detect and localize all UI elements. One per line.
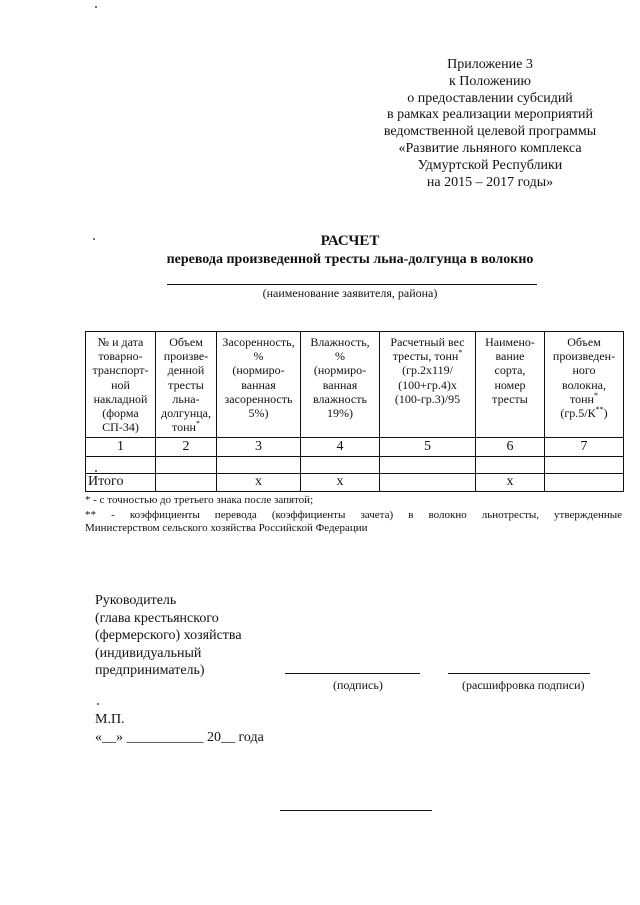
applicant-name-line (167, 284, 537, 285)
appendix-line: на 2015 – 2017 годы» (426, 174, 554, 190)
stamp-placeholder: М.П. (95, 712, 125, 727)
appendix-line: Приложение 3 (447, 57, 533, 72)
table-cell (380, 457, 476, 474)
appendix-line: к Положению (448, 73, 531, 89)
column-number: 5 (380, 438, 476, 457)
total-label: Итого (86, 474, 156, 492)
header-cell-contamination: Засоренность, % (нормиро- ванная засоренность 5%) (217, 332, 301, 438)
column-number: 2 (156, 438, 217, 457)
footnote-coefficients: ** - коэффициенты перевода (коэффициенты зачета) в волокно льнотресты, утвержденные (85, 509, 622, 521)
header-cell-calculated-weight: Расчетный вес тресты, тонн* (гр.2х119/ (100+гр.4)х (100-гр.3)/95 (380, 332, 476, 438)
total-cell (156, 474, 217, 492)
table-header-row (86, 332, 624, 438)
date-line: «__» ___________ 20__ года (95, 730, 264, 745)
signature-decoding-caption: (расшифровка подписи) (462, 678, 585, 692)
table-cell (156, 457, 217, 474)
footnote-precision: * - с точностью до третьего знака после запятой; (85, 494, 314, 506)
column-number: 6 (476, 438, 545, 457)
header-cell-grade: Наимено- вание сорта, номер тресты (476, 332, 545, 438)
column-number: 7 (545, 438, 624, 457)
scan-speck (97, 703, 99, 705)
appendix-line: ведомственной целевой программы (383, 124, 597, 140)
table-total-row (86, 474, 624, 492)
total-cell: х (476, 474, 545, 492)
appendix-header (352, 57, 628, 191)
total-cell: х (301, 474, 380, 492)
appendix-line: в рамках реализации мероприятий (386, 107, 593, 123)
header-cell-invoice: № и дата товарно- транспорт- ной накладной (форма СП-34) (86, 332, 156, 438)
table-cell (545, 457, 624, 474)
header-cell-humidity: Влажность, % (нормиро- ванная влажность 19%) (301, 332, 380, 438)
signature-line (285, 673, 420, 674)
signature-decoding-line (448, 673, 590, 674)
signature-caption: (подпись) (333, 678, 383, 692)
total-cell (380, 474, 476, 492)
total-cell: х (217, 474, 301, 492)
signer-block (95, 592, 242, 680)
signer-line: (глава крестьянского (95, 610, 219, 626)
header-cell-fiber-volume: Объем произведен- ного волокна, тонн* (гр.5/К**) (545, 332, 624, 438)
scan-speck (95, 6, 97, 8)
document-subtitle: перевода произведенной тресты льна-долгунца в волокно (166, 252, 534, 267)
table-cell (217, 457, 301, 474)
appendix-line: Удмуртской Республики (417, 157, 563, 173)
table-cell (86, 457, 156, 474)
signer-line: (фермерского) хозяйства (95, 628, 242, 643)
footnote-ministry: Министерством сельского хозяйства Российской Федерации (85, 522, 368, 534)
column-number: 3 (217, 438, 301, 457)
signer-line: предприниматель) (95, 663, 205, 678)
document-title: РАСЧЕТ (320, 233, 380, 249)
header-cell-volume: Объем произве- денной тресты льна- долгунца, тонн* (156, 332, 217, 438)
signer-line: (индивидуальный (95, 645, 202, 661)
table-cell (476, 457, 545, 474)
column-number-row (86, 438, 624, 457)
table-row-empty (86, 457, 624, 474)
appendix-line: «Развитие льняного комплекса (398, 140, 582, 156)
calculation-table (85, 331, 624, 492)
applicant-caption: (наименование заявителя, района) (262, 286, 438, 300)
signer-line: Руководитель (95, 593, 177, 608)
total-cell (545, 474, 624, 492)
bottom-line (280, 810, 432, 811)
column-number: 4 (301, 438, 380, 457)
appendix-line: о предоставлении субсидий (407, 90, 573, 106)
table-cell (301, 457, 380, 474)
column-number: 1 (86, 438, 156, 457)
